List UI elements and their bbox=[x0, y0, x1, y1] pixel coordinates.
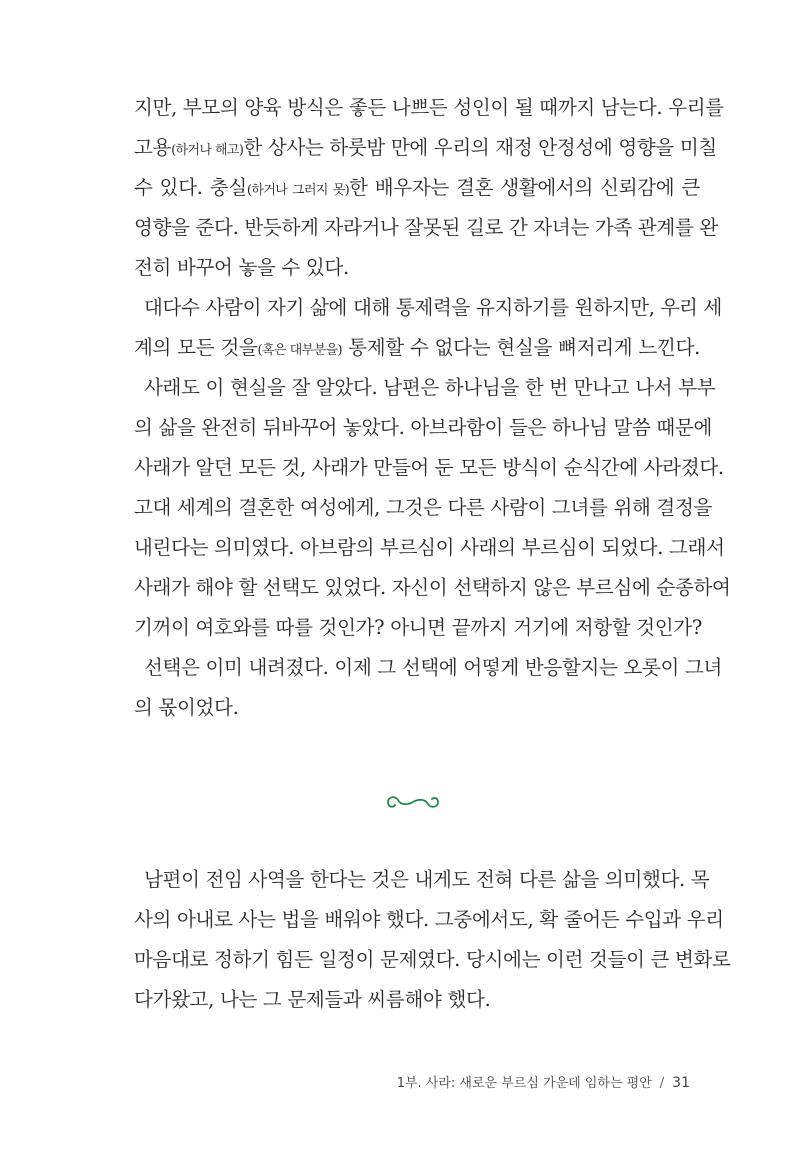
text-line: 고용(하거나 해고)한 상사는 하룻밤 만에 우리의 재정 안정성에 영향을 미칠 bbox=[134, 136, 717, 159]
section-2-text bbox=[134, 860, 731, 1020]
text-line: 영향을 준다. 반듯하게 자라거나 잘못된 길로 간 자녀는 가족 관계를 완 bbox=[134, 216, 718, 239]
text-line: 남편이 전임 사역을 한다는 것은 내게도 전혀 다른 삶을 의미했다. 목 bbox=[144, 868, 710, 891]
text-line: 전히 바꾸어 놓을 수 있다. bbox=[134, 256, 349, 279]
text-line: 계의 모든 것을(혹은 대부분을) 통제할 수 없다는 현실을 뼈저리게 느낀다. bbox=[134, 336, 700, 359]
text-line: 고대 세계의 결혼한 여성에게, 그것은 다른 사람이 그녀를 위해 결정을 bbox=[134, 496, 713, 519]
page-footer bbox=[397, 1072, 690, 1091]
text-line: 내린다는 의미였다. 아브람의 부르심이 사래의 부르심이 되었다. 그래서 bbox=[134, 536, 725, 559]
text-line: 지만, 부모의 양육 방식은 좋든 나쁘든 성인이 될 때까지 남는다. 우리를 bbox=[134, 96, 724, 119]
text-line: 의 삶을 완전히 뒤바꾸어 놓았다. 아브라함이 들은 하나님 말씀 때문에 bbox=[134, 416, 713, 439]
text-line: 수 있다. 충실(하거나 그러지 못)한 배우자는 결혼 생활에서의 신뢰감에 큰 bbox=[134, 176, 700, 199]
text-line: 선택은 이미 내려졌다. 이제 그 선택에 어떻게 반응할지는 오롯이 그녀 bbox=[144, 656, 723, 679]
running-title: 1부. 사라: 새로운 부르심 가운데 임하는 평안 bbox=[396, 1076, 652, 1091]
parenthetical-note: (하거나 그러지 못) bbox=[246, 183, 350, 198]
text-line: 마음대로 정하기 힘든 일정이 문제였다. 당시에는 이런 것들이 큰 변화로 bbox=[134, 948, 731, 971]
text-line: 사의 아내로 사는 법을 배워야 했다. 그중에서도, 확 줄어든 수입과 우리 bbox=[134, 908, 724, 931]
text-line: 사래가 알던 모든 것, 사래가 만들어 둔 모든 방식이 순식간에 사라졌다. bbox=[134, 456, 724, 479]
text-line: 사래가 해야 할 선택도 있었다. 자신이 선택하지 않은 부르심에 순종하여 bbox=[134, 576, 731, 599]
text-line: 기꺼이 여호와를 따를 것인가? 아니면 끝까지 거기에 저항할 것인가? bbox=[134, 616, 702, 639]
footer-separator: / bbox=[659, 1076, 665, 1091]
parenthetical-note: (혹은 대부분을) bbox=[257, 343, 343, 358]
text-line: 의 몫이었다. bbox=[134, 696, 239, 719]
page-number: 31 bbox=[672, 1075, 690, 1091]
body-text bbox=[134, 88, 731, 728]
ornament-icon bbox=[382, 790, 444, 814]
text-line: 사래도 이 현실을 잘 알았다. 남편은 하나님을 한 번 만나고 나서 부부 bbox=[144, 376, 716, 399]
parenthetical-note: (하거나 해고) bbox=[171, 143, 244, 158]
text-line: 다가왔고, 나는 그 문제들과 씨름해야 했다. bbox=[134, 988, 491, 1011]
text-line: 대다수 사람이 자기 삶에 대해 통제력을 유지하기를 원하지만, 우리 세 bbox=[144, 296, 723, 319]
